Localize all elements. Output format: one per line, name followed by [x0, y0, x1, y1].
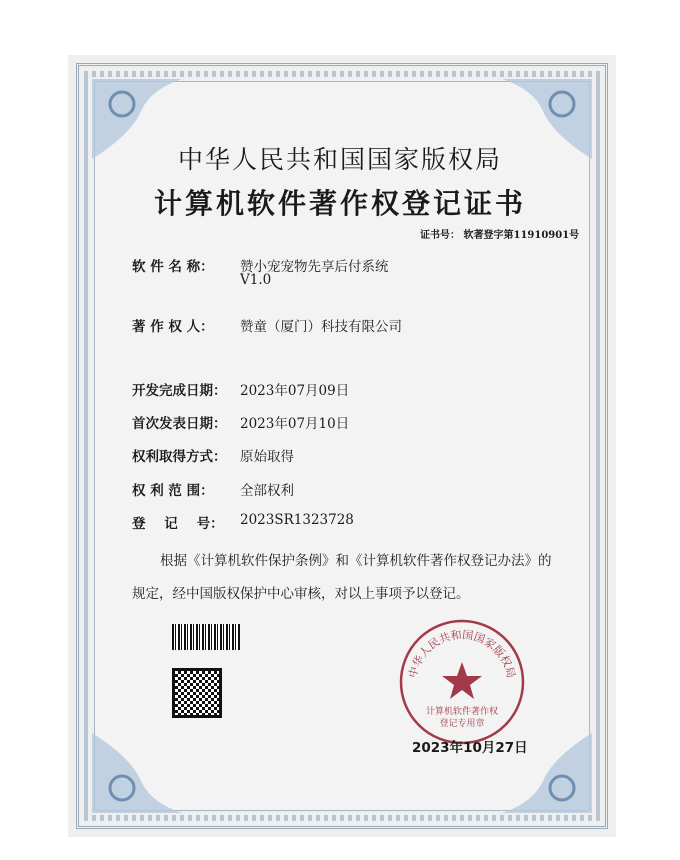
field-label: 权 利 范 围：	[132, 483, 214, 499]
seal-ring-text: 中华人民共和国国家版权局	[406, 628, 518, 680]
field-label: 首次发表日期：	[132, 416, 227, 432]
field-label: 登 记 号：	[132, 516, 224, 532]
cert-no-value: 软著登字第11910901号	[463, 230, 580, 241]
completion-date: 2023年07月09日	[240, 383, 350, 399]
issue-date: 2023年10月27日	[412, 740, 528, 756]
qr-code	[172, 668, 222, 718]
field-label: 开发完成日期：	[132, 383, 227, 399]
field-label: 著 作 权 人：	[132, 319, 214, 335]
publication-date: 2023年07月10日	[240, 416, 350, 432]
star-icon	[442, 662, 482, 699]
rights-scope: 全部权利	[240, 483, 294, 499]
seal-inner-text-1: 计算机软件著作权	[425, 707, 499, 717]
statement-line-1: 根据《计算机软件保护条例》和《计算机软件著作权登记办法》的	[160, 553, 552, 569]
field-label: 软 件 名 称：	[132, 259, 214, 275]
cert-no-label: 证书号：	[420, 230, 460, 241]
seal-inner-text-2: 登记专用章	[439, 719, 485, 729]
software-name: 赞小宠宠物先享后付系统	[240, 259, 389, 275]
official-seal	[398, 618, 526, 746]
certificate-title: 计算机软件著作权登记证书	[153, 187, 526, 220]
certificate-number	[420, 226, 579, 241]
barcode	[172, 624, 240, 650]
acquisition-method: 原始取得	[240, 449, 294, 465]
software-version: V1.0	[240, 272, 272, 288]
registration-number: 2023SR1323728	[240, 512, 354, 528]
corner-ornament-icon	[92, 733, 182, 813]
statement-line-2: 规定，经中国版权保护中心审核，对以上事项予以登记。	[132, 586, 470, 602]
field-label: 权利取得方式：	[132, 449, 227, 465]
copyright-owner: 赞童（厦门）科技有限公司	[240, 319, 402, 335]
issuer-title: 中华人民共和国国家版权局	[177, 145, 502, 174]
